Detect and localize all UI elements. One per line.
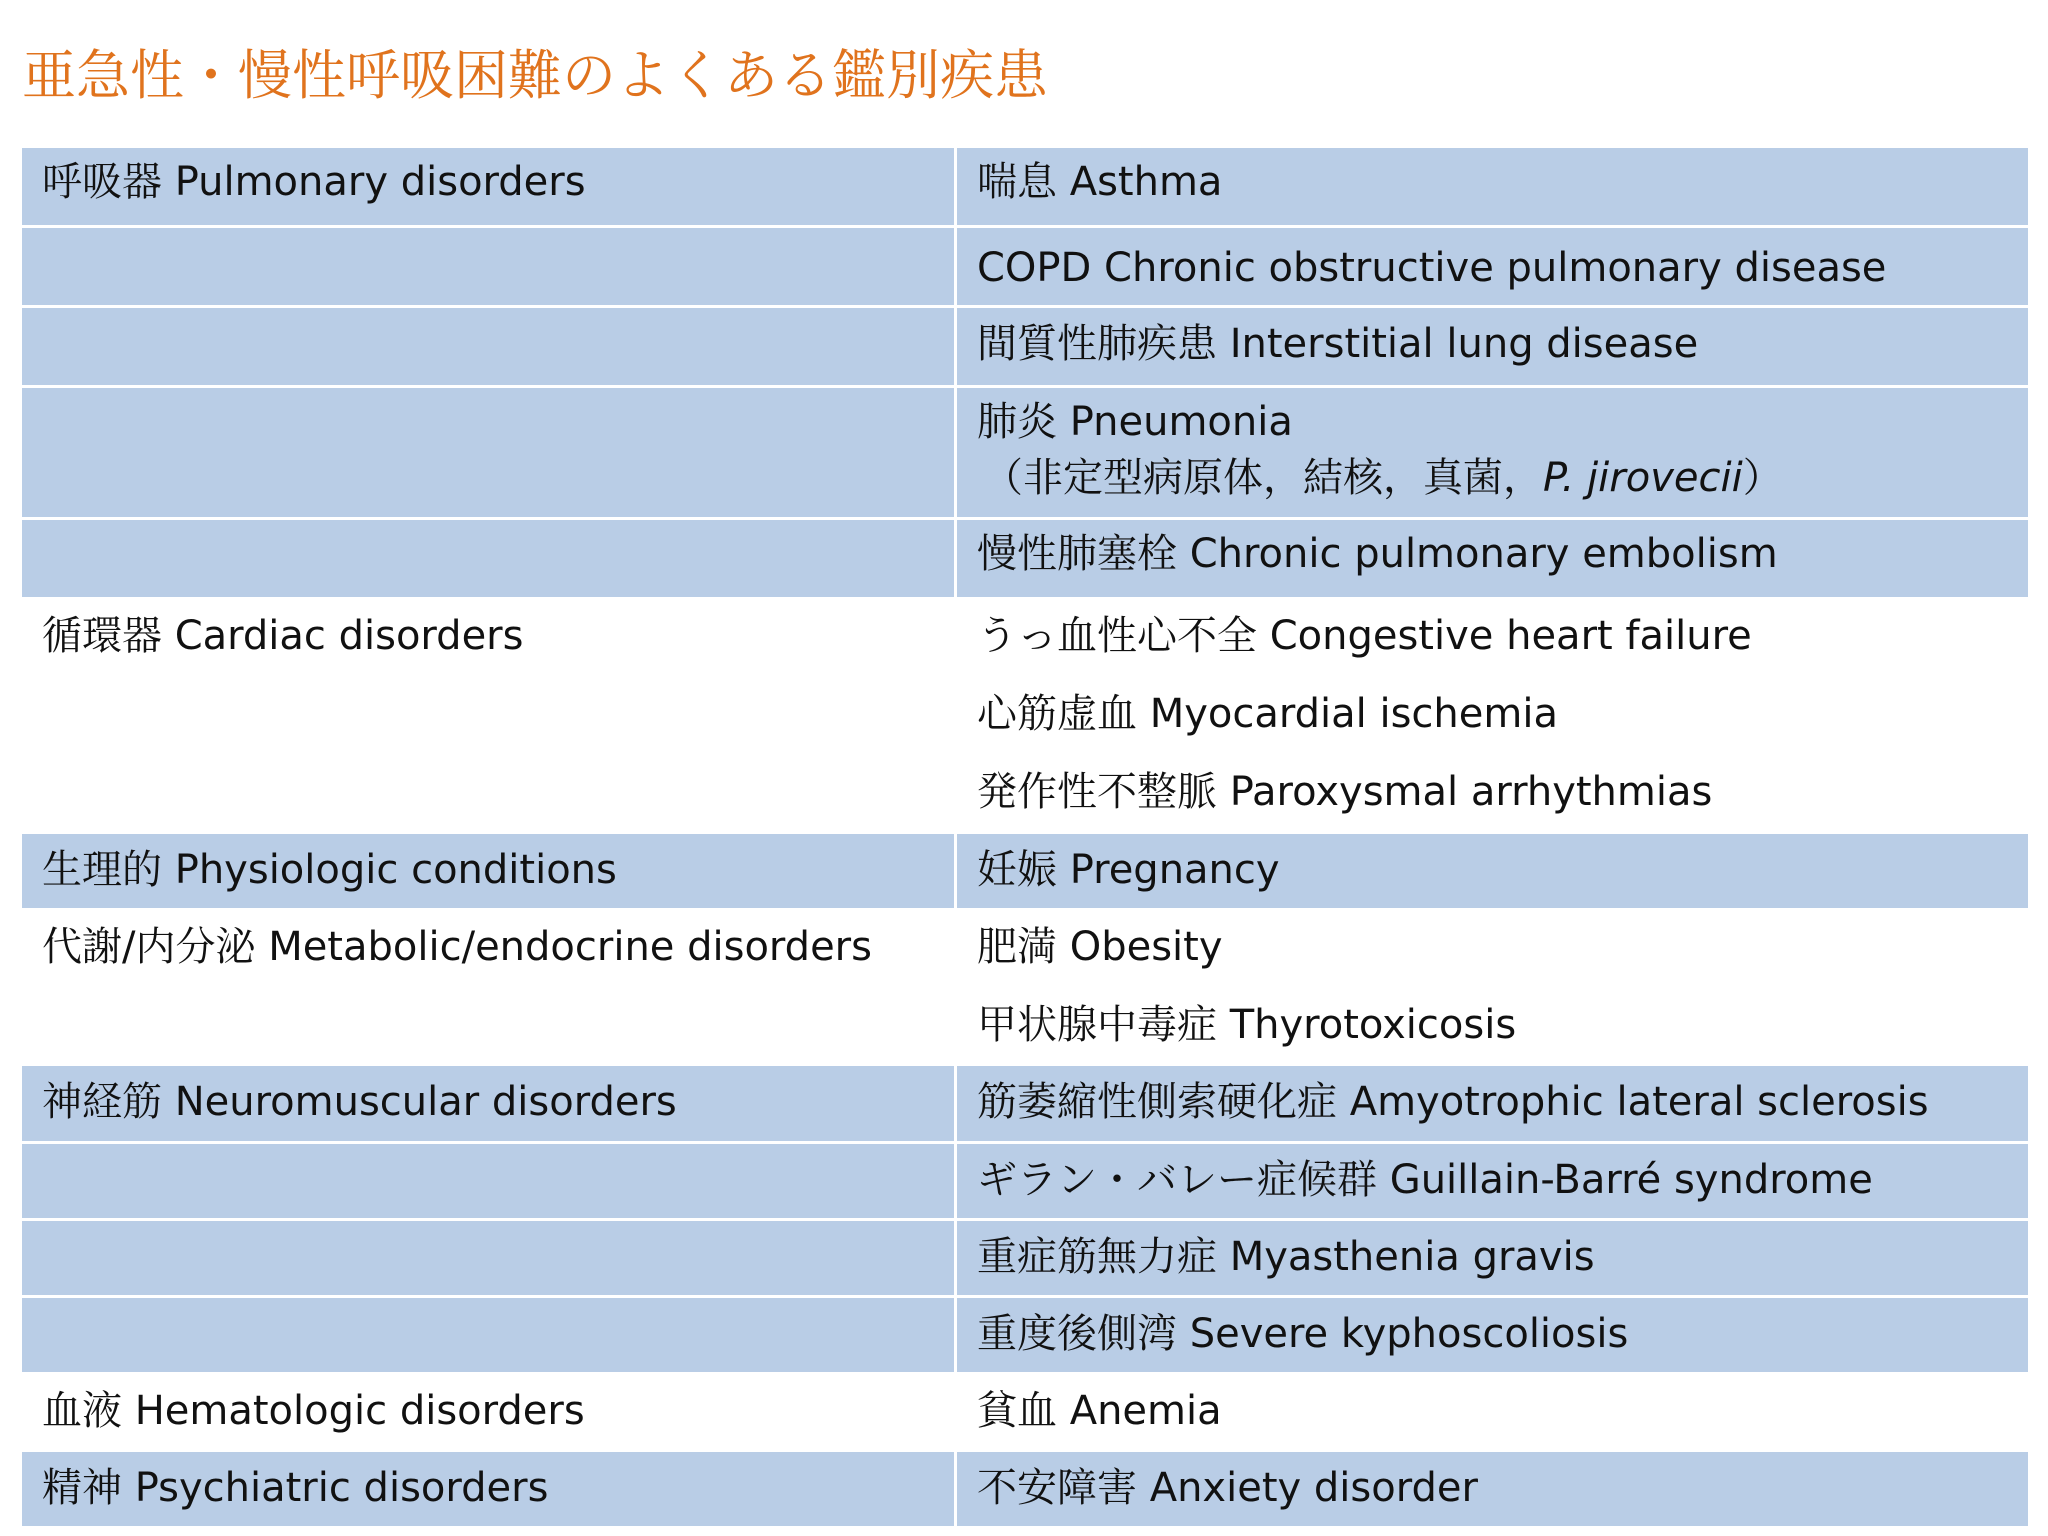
condition-cell [957, 148, 2028, 225]
condition-label: 妊娠 Pregnancy [977, 847, 1280, 893]
table-row [22, 834, 2028, 911]
condition-label: 不安障害 Anxiety disorder [977, 1465, 1478, 1511]
category-label: 精神 Psychiatric disorders [42, 1465, 549, 1511]
differential-diagnosis-table [22, 148, 2028, 1529]
pathogen-italic: P. jirovecii [1543, 455, 1743, 501]
condition-label: ギラン・バレー症候群 Guillain-Barré syndrome [977, 1157, 1873, 1203]
condition-detail [977, 450, 2008, 506]
category-cell [22, 600, 957, 831]
condition-label: 心筋虚血 Myocardial ischemia [977, 691, 1558, 737]
condition-label: 発作性不整脈 Paroxysmal arrhythmias [977, 769, 1713, 815]
table-row [22, 1298, 2028, 1375]
condition-cell [957, 1375, 2028, 1449]
category-label: 神経筋 Neuromuscular disorders [42, 1079, 677, 1125]
condition-cell [957, 228, 2028, 305]
closing-paren: ） [1742, 455, 1783, 501]
condition-cell [957, 1298, 2028, 1372]
condition-label: COPD Chronic obstructive pulmonary disease [977, 245, 1887, 291]
condition-label: 間質性肺疾患 Interstitial lung disease [977, 321, 1699, 367]
category-cell [22, 1221, 957, 1295]
category-label [42, 1221, 934, 1277]
condition-cell [957, 308, 2028, 385]
category-label [42, 520, 934, 576]
category-label [42, 1144, 934, 1200]
category-label [42, 308, 934, 364]
category-label: 生理的 Physiologic conditions [42, 847, 617, 893]
category-cell [22, 308, 957, 385]
condition-label: 喘息 Asthma [977, 159, 1223, 205]
table-row [22, 148, 2028, 228]
table-row [22, 911, 2028, 1066]
table-row [22, 388, 2028, 520]
condition-label: 貧血 Anemia [977, 1388, 1222, 1434]
table-row [22, 1375, 2028, 1452]
table-row [22, 520, 2028, 600]
category-cell [22, 148, 957, 225]
category-cell [22, 1452, 957, 1526]
condition-cell [957, 911, 2028, 1063]
condition-cell [957, 520, 2028, 597]
category-cell [22, 1298, 957, 1372]
condition-cell [957, 1066, 2028, 1141]
category-cell [22, 834, 957, 908]
category-cell [22, 520, 957, 597]
category-cell [22, 1144, 957, 1218]
table-row [22, 1066, 2028, 1144]
category-cell [22, 1066, 957, 1141]
condition-label: 筋萎縮性側索硬化症 Amyotrophic lateral sclerosis [977, 1079, 1929, 1125]
category-label [42, 1298, 934, 1354]
page-title: 亜急性・慢性呼吸困難のよくある鑑別疾患 [22, 44, 1048, 107]
condition-cell [957, 388, 2028, 517]
condition-label: 重度後側湾 Severe kyphoscoliosis [977, 1311, 1629, 1357]
table-row [22, 600, 2028, 834]
condition-label: 甲状腺中毒症 Thyrotoxicosis [977, 1002, 1517, 1048]
condition-cell [957, 834, 2028, 908]
category-cell [22, 911, 957, 1063]
category-label: 血液 Hematologic disorders [42, 1388, 585, 1434]
category-label: 循環器 Cardiac disorders [42, 613, 524, 659]
pathogen-list: （非定型病原体，結核，真菌， [983, 455, 1543, 501]
category-label: 呼吸器 Pulmonary disorders [42, 159, 586, 205]
condition-label: うっ血性心不全 Congestive heart failure [977, 613, 1752, 659]
table-row [22, 308, 2028, 388]
condition-cell [957, 600, 2028, 831]
condition-cell [957, 1221, 2028, 1295]
table-row [22, 1221, 2028, 1298]
category-label [42, 228, 934, 284]
table-row [22, 1144, 2028, 1221]
category-cell [22, 228, 957, 305]
category-label [42, 388, 934, 444]
condition-label: 肥満 Obesity [977, 924, 1223, 970]
category-cell [22, 1375, 957, 1449]
condition-cell [957, 1144, 2028, 1218]
table-row [22, 228, 2028, 308]
category-label: 代謝/内分泌 Metabolic/endocrine disorders [42, 924, 872, 970]
table-row [22, 1452, 2028, 1529]
condition-cell [957, 1452, 2028, 1526]
condition-label: 慢性肺塞栓 Chronic pulmonary embolism [977, 531, 1778, 577]
category-cell [22, 388, 957, 517]
condition-label: 重症筋無力症 Myasthenia gravis [977, 1234, 1595, 1280]
condition-label: 肺炎 Pneumonia [977, 399, 1293, 445]
